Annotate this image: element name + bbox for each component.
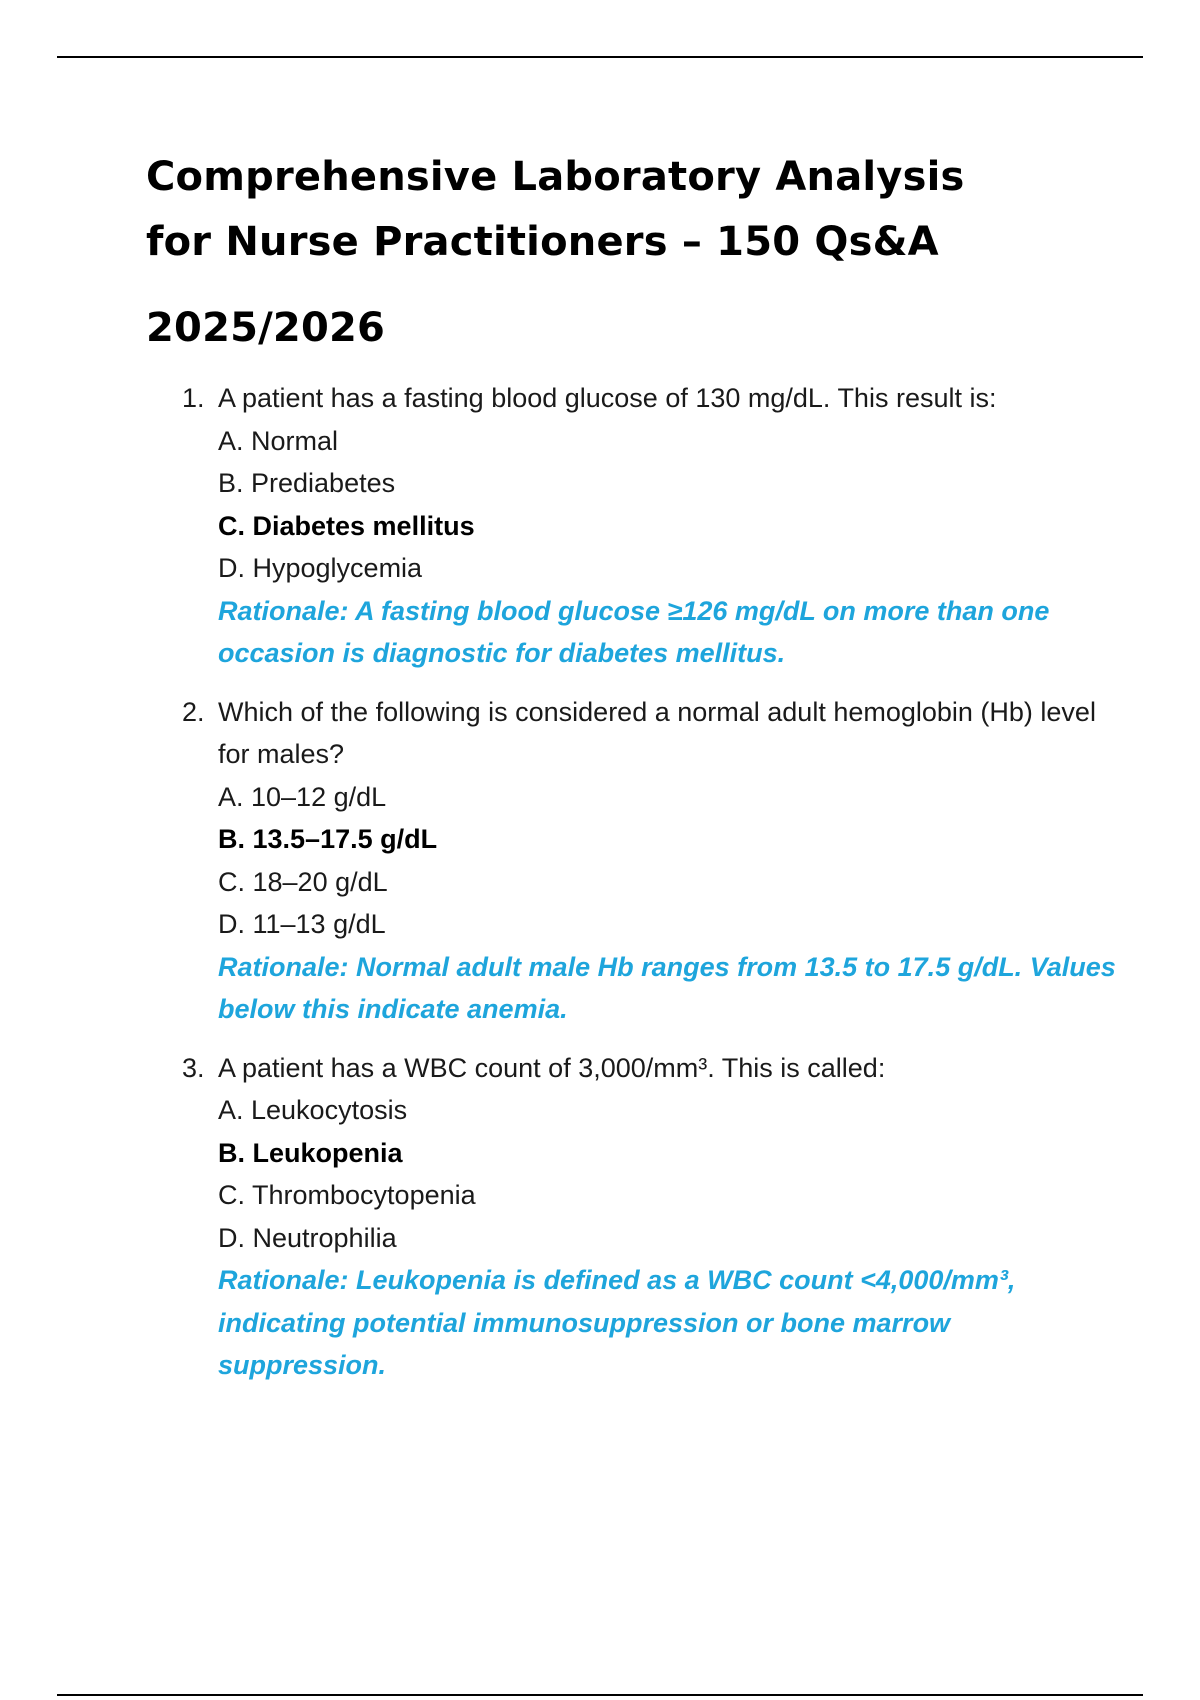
answer-option-b-correct: B. Leukopenia [218, 1137, 403, 1168]
title-line-1: Comprehensive Laboratory Analysis [146, 154, 965, 200]
answer-option-a: A. Normal [218, 425, 339, 456]
answer-option-c-correct: C. Diabetes mellitus [218, 510, 475, 541]
answer-option-d: D. Neutrophilia [218, 1222, 397, 1253]
rationale-text: Rationale: Normal adult male Hb ranges from 13.5 to 17.5 g/dL. Values below this indicate anemia. [218, 951, 1116, 1024]
rationale-text: Rationale: A fasting blood glucose ≥126 mg/dL on more than one occasion is diagnostic for diabetes mellitus. [218, 595, 1050, 668]
answer-option-d: D. 11–13 g/dL [218, 909, 386, 939]
question-2 [0, 691, 1200, 1031]
question-stem: Which of the following is considered a normal adult hemoglobin (Hb) level for males? [218, 696, 1096, 769]
title-line-2: for Nurse Practitioners – 150 Qs&A [146, 219, 939, 265]
question-number: 2. [182, 696, 205, 727]
answer-option-b: B. Prediabetes [218, 468, 396, 498]
answer-option-b-correct: B. 13.5–17.5 g/dL [218, 824, 438, 854]
answer-option-d: D. Hypoglycemia [218, 553, 423, 583]
question-number: 1. [182, 383, 205, 413]
answer-option-a: A. Leukocytosis [218, 1095, 408, 1125]
question-3 [0, 1047, 1200, 1387]
document-title [146, 145, 1106, 361]
title-line-3: 2025/2026 [146, 305, 386, 351]
answer-option-c: C. 18–20 g/dL [218, 866, 388, 897]
question-list [0, 377, 1200, 1403]
question-1 [0, 377, 1200, 675]
rationale-text: Rationale: Leukopenia is defined as a WBC count <4,000/mm³, indicating potential immunosuppression or bone marrow suppression. [218, 1265, 1016, 1380]
footer-rule [57, 1694, 1143, 1696]
question-number: 3. [182, 1052, 205, 1083]
question-stem: A patient has a WBC count of 3,000/mm³. This is called: [218, 1052, 886, 1083]
answer-option-a: A. 10–12 g/dL [218, 781, 387, 812]
answer-option-c: C. Thrombocytopenia [218, 1180, 476, 1210]
header-rule [57, 56, 1143, 58]
question-stem: A patient has a fasting blood glucose of 130 mg/dL. This result is: [218, 383, 997, 413]
